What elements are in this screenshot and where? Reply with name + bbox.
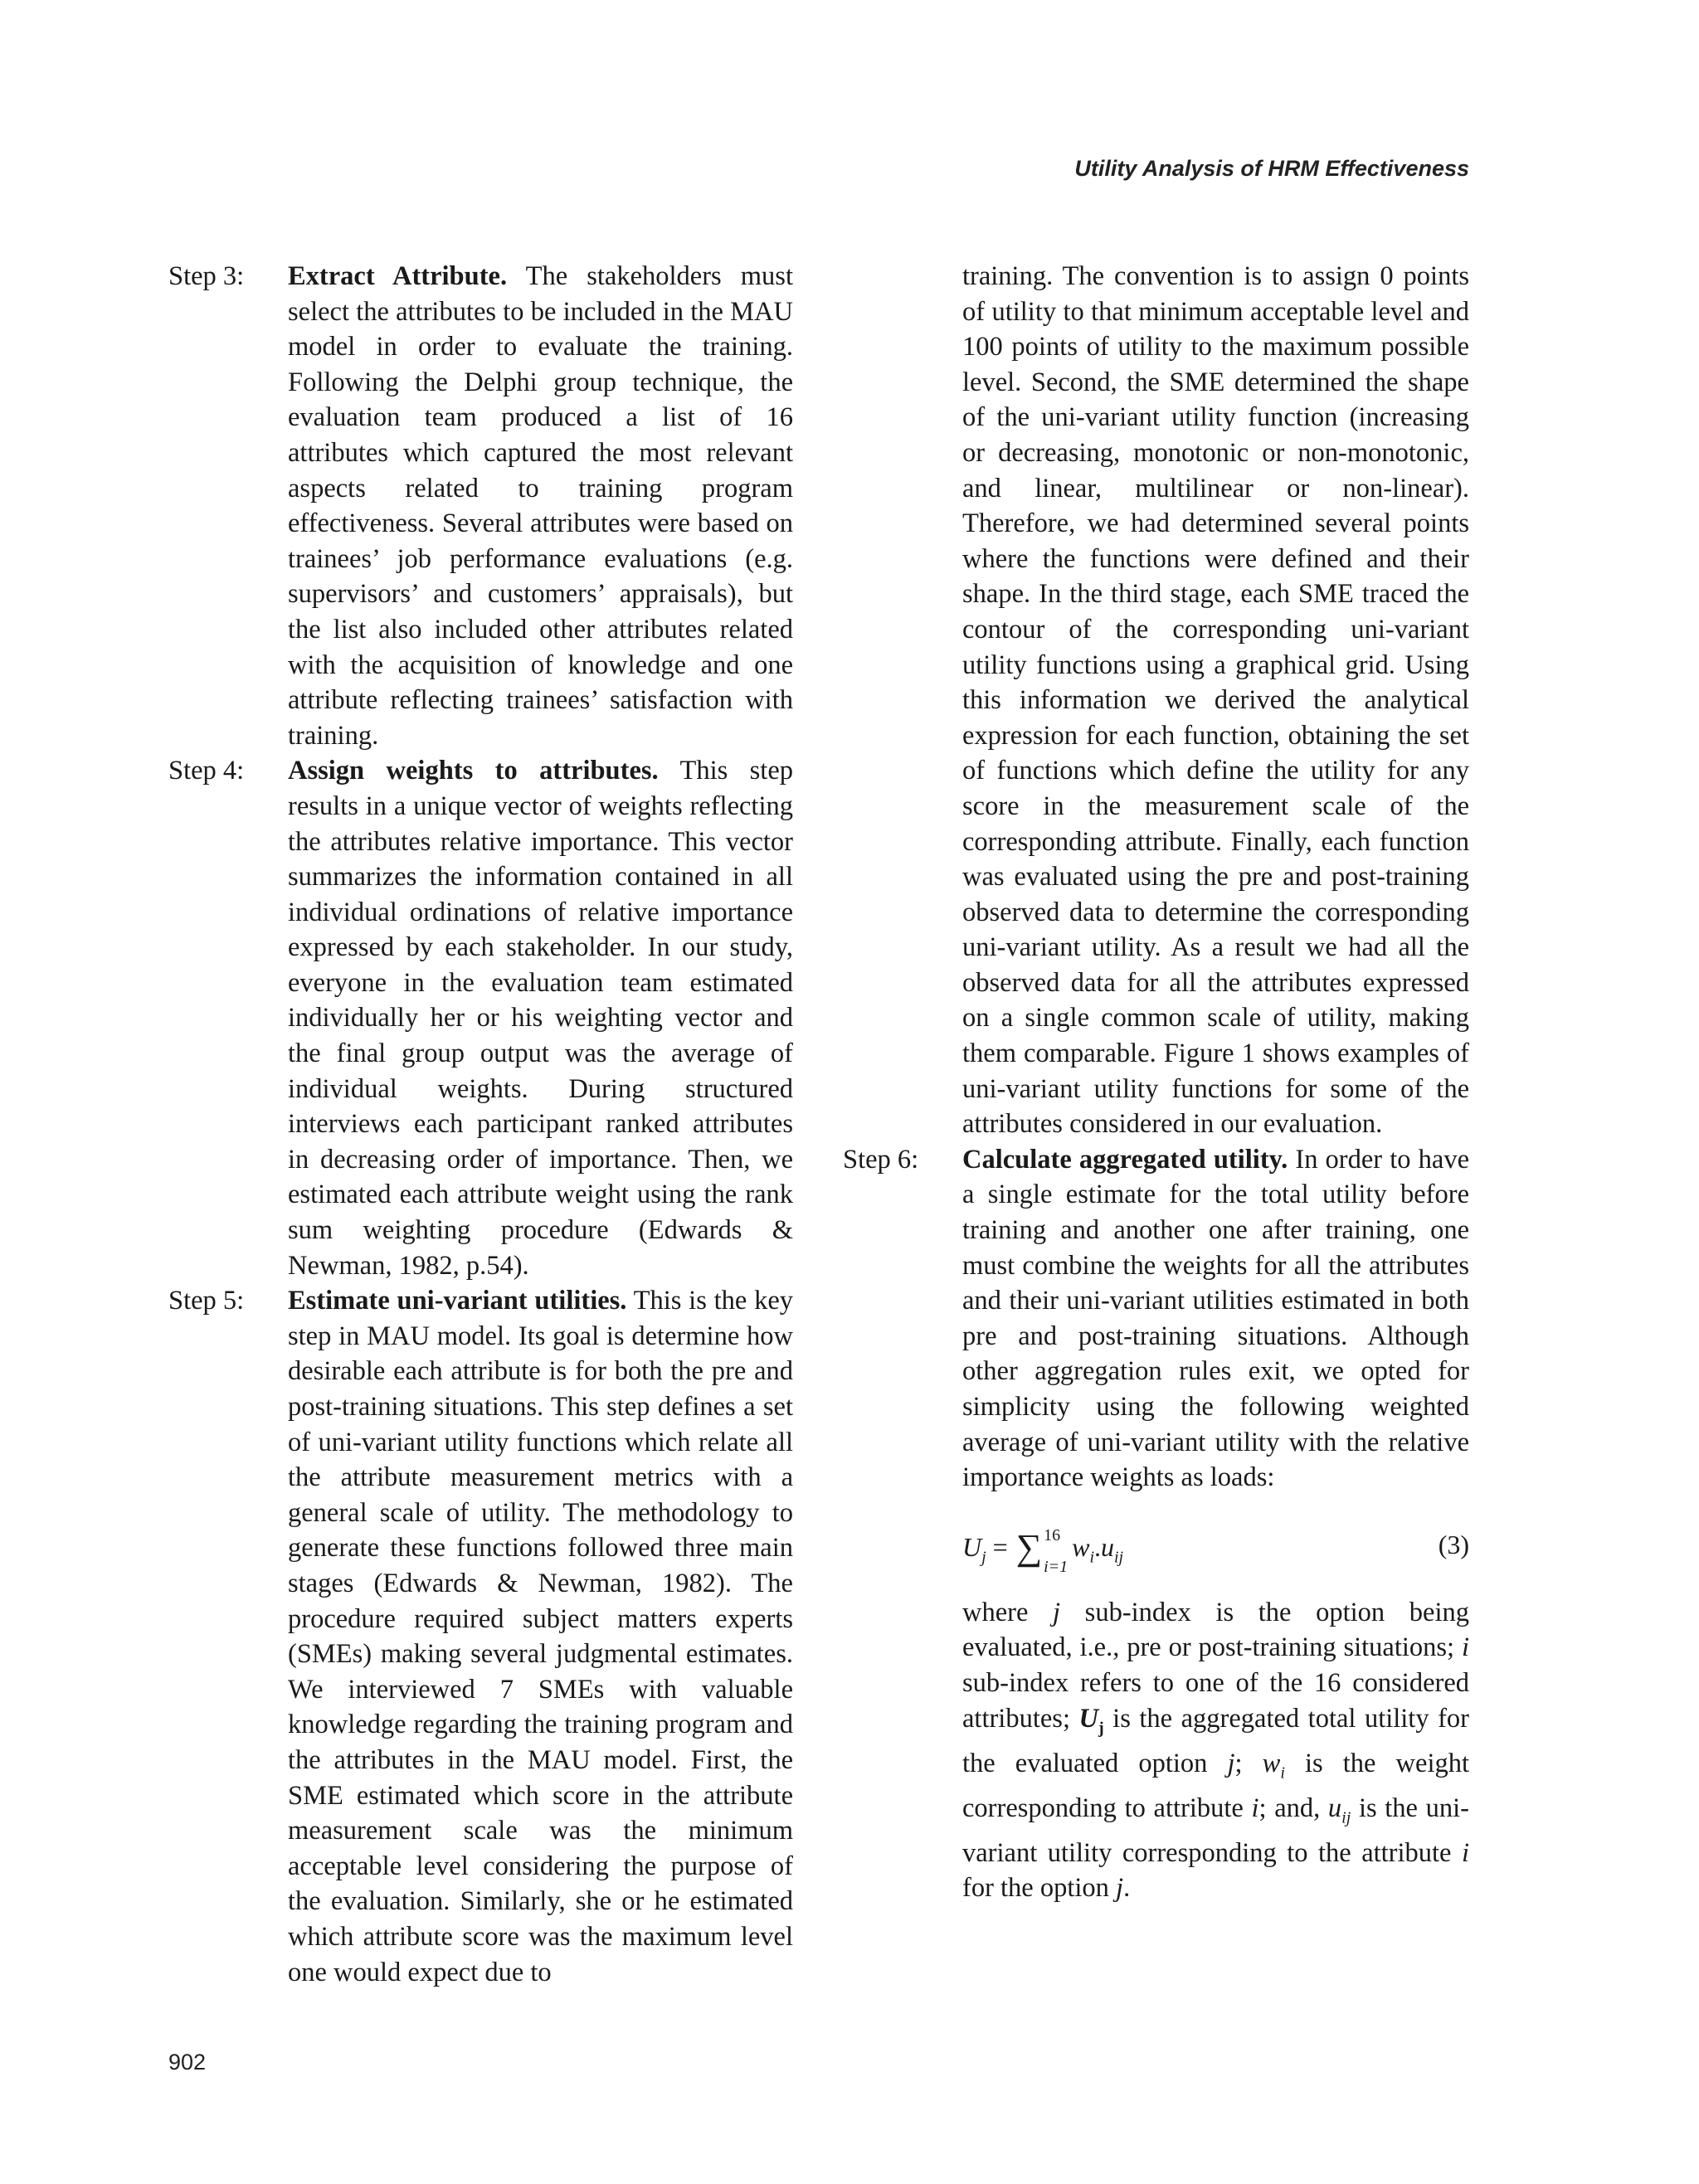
step-text: This step results in a unique vector of weights reflecting the attributes relative importance. This vector summarizes the information contained in all individual ordinations of relative importance expressed by each stakeholder. In our study, everyone in the evaluation team estimated individually her or his weighting vector and the final group output was the average of individual weights. During structured interviews each participant ranked attributes in decreasing order of importance. Then, we estimated each attribute weight using the rank sum weighting procedure (Edwards & Newman, 1982, p.54).: [288, 756, 794, 1281]
step-text: training. The convention is to assign 0 points of utility to that minimum acceptable level and 100 points of utility to the maximum possible level. Second, the SME determined the shape of the uni-variant utility function (increasing or decreasing, monotonic or non-monotonic, and linear, multilinear or non-linear). Therefore, we had determined several points where the functions were defined and their shape. In the third stage, each SME traced the contour of the corresponding uni-variant utility functions using a graphical grid. Using this information we derived the analytical expression for each function, obtaining the set of functions which define the utility for any score in the measurement scale of the corresponding attribute. Finally, each function was evaluated using the pre and post-training observed data to determine the corresponding uni-variant utility. As a result we had all the observed data for all the attributes expressed on a single common scale of utility, making them comparable. Figure 1 shows examples of uni-variant utility functions for some of the attributes considered in our evaluation.: [962, 261, 1469, 1140]
step-text: The stakeholders must select the attributes to be included in the MAU model in order to evaluate the training. Following the Delphi group technique, the evaluation team produced a list of 16 attributes which captured the most relevant aspects related to training program effectiveness. Several attributes were based on trainees’ job performance evaluations (e.g. supervisors’ and customers’ appraisals), but the list also included other attributes related with the acquisition of knowledge and one attribute reflecting trainees’ satisfaction with training.: [288, 261, 793, 751]
right-column: [843, 259, 1469, 1906]
equation-explanation: where j sub-index is the option being evaluated, i.e., pre or post-training situations; i sub-index refers to one of the 16 considered attributes; $U_j$ is the aggregated total utility for the evaluated option j; $w_i$ is the weight corresponding to attribute i; and, $u_{ij}$ is the uni-variant utility corresponding to the attribute i for the option j.: [962, 1597, 1470, 1904]
step-body: [288, 1283, 793, 1990]
step-title: Estimate uni-variant utilities.: [288, 1286, 627, 1316]
step-body: [962, 1142, 1469, 1906]
step-label: Step 6:: [843, 1144, 919, 1175]
step-3: [168, 259, 793, 753]
step-6: [843, 1142, 1469, 1906]
step-body: [288, 259, 793, 753]
step-label: Step 4:: [168, 756, 245, 786]
step-title: Assign weights to attributes.: [288, 756, 659, 786]
equation-formula: $U_j$ = ∑ 16 i=1 $w_i.u_{ij}$: [962, 1526, 1124, 1577]
step-title: Extract Attribute.: [288, 261, 508, 291]
sum-symbol: ∑: [1015, 1526, 1043, 1568]
running-head: Utility Analysis of HRM Effectiveness: [1074, 156, 1469, 181]
equation-3: [962, 1496, 1469, 1595]
step-text: This is the key step in MAU model. Its goal is determine how desirable each attribute is for both the pre and post-training situations. This step defines a set of uni-variant utility functions which relate all the attribute measurement metrics with a general scale of utility. The methodology to generate these functions followed three main stages (Edwards & Newman, 1982). The procedure required subject matters experts (SMEs) making several judgmental estimates. We interviewed 7 SMEs with valuable knowledge regarding the training program and the attributes in the MAU model. First, the SME estimated which score in the attribute measurement scale was the minimum acceptable level considering the purpose of the evaluation. Similarly, she or he estimated which attribute score was the maximum level one would expect due to: [288, 1286, 794, 1987]
left-column: [168, 259, 793, 1990]
step-label: Step 5:: [168, 1286, 245, 1316]
step-text: In order to have a single estimate for the total utility before training and another one after training, one must combine the weights for all the attributes and their uni-variant utilities estimated in both pre and post-training situations. Although other aggregation rules exit, we opted for simplicity using the following weighted average of uni-variant utility with the relative importance weights as loads:: [962, 1144, 1469, 1493]
equation-number: (3): [1438, 1529, 1469, 1559]
step-5: [168, 1283, 793, 1990]
page-number: 902: [168, 2050, 207, 2075]
step-4: [168, 753, 793, 1283]
step-title: Calculate aggregated utility.: [962, 1144, 1288, 1175]
step-body: [288, 753, 793, 1283]
step-5-continued: [843, 259, 1469, 1142]
step-label: Step 3:: [168, 261, 245, 291]
